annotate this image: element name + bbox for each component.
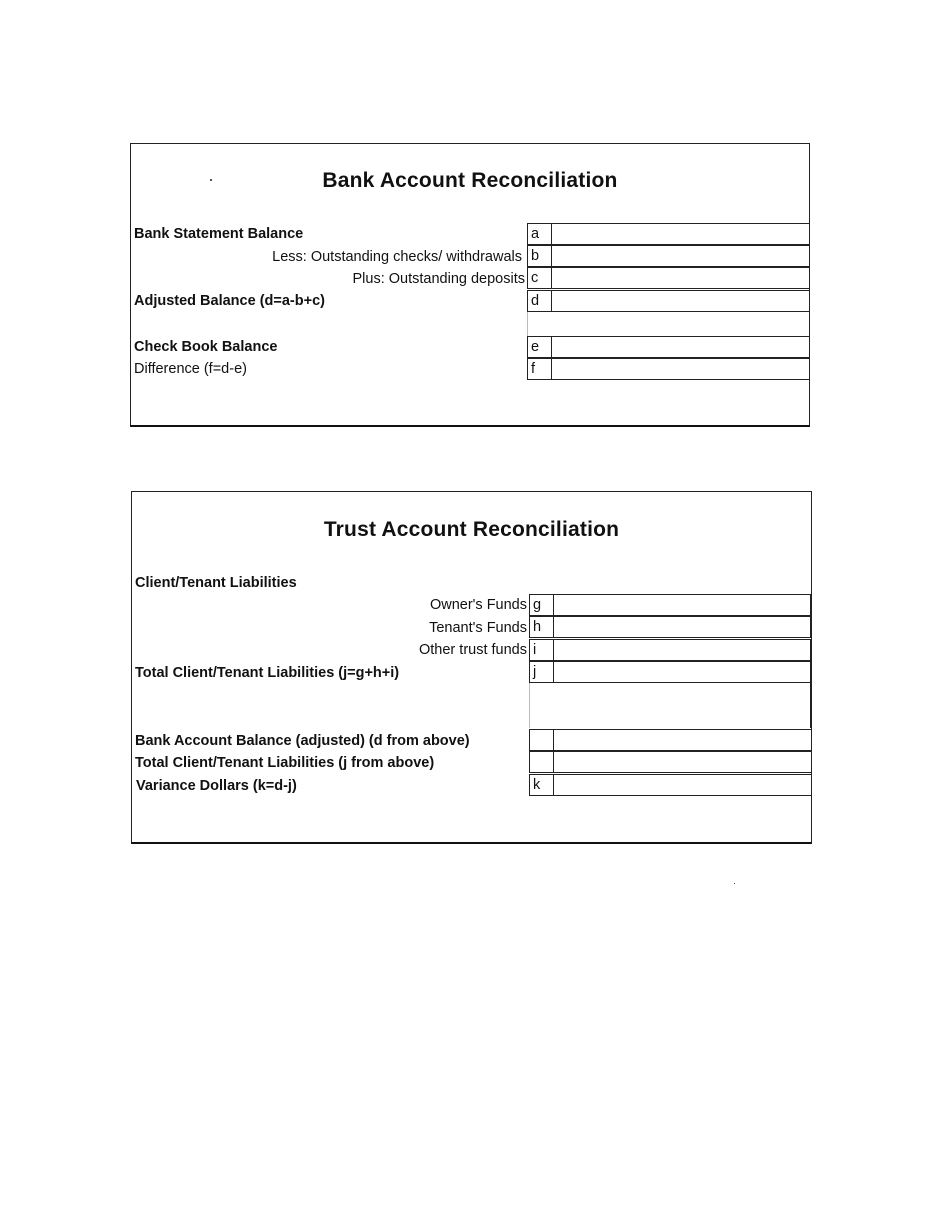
row-letter: h bbox=[530, 617, 554, 637]
outstanding-checks-label: Less: Outstanding checks/ withdrawals bbox=[272, 249, 522, 265]
row-letter: j bbox=[530, 662, 554, 682]
owners-funds-field[interactable] bbox=[529, 594, 811, 616]
trust-reconciliation-panel bbox=[131, 491, 812, 844]
variance-dollars-field[interactable] bbox=[529, 774, 812, 796]
bank-account-balance-field[interactable] bbox=[529, 729, 812, 751]
row-letter: g bbox=[530, 595, 554, 615]
bank-reconciliation-panel bbox=[130, 143, 810, 427]
other-trust-funds-field[interactable] bbox=[529, 639, 811, 661]
bank-statement-balance-label: Bank Statement Balance bbox=[134, 226, 304, 242]
other-trust-funds-label: Other trust funds bbox=[419, 642, 527, 658]
check-book-balance-field[interactable] bbox=[527, 336, 810, 358]
bank-spacer bbox=[527, 312, 810, 336]
scan-speck bbox=[734, 883, 735, 884]
outstanding-checks-field[interactable] bbox=[527, 245, 810, 267]
adjusted-balance-label: Adjusted Balance (d=a-b+c) bbox=[134, 293, 325, 309]
outstanding-deposits-label: Plus: Outstanding deposits bbox=[352, 271, 525, 287]
trust-title: Trust Account Reconciliation bbox=[323, 518, 620, 541]
row-letter: a bbox=[528, 224, 552, 244]
total-liabilities-from-above-label: Total Client/Tenant Liabilities (j from above) bbox=[135, 755, 435, 771]
row-letter: e bbox=[528, 337, 552, 357]
row-letter: d bbox=[528, 291, 552, 311]
owners-funds-label: Owner's Funds bbox=[429, 597, 527, 613]
row-letter: k bbox=[530, 775, 554, 795]
bank-account-balance-label: Bank Account Balance (adjusted) (d from above) bbox=[135, 733, 470, 749]
total-liabilities-field[interactable] bbox=[529, 661, 811, 683]
variance-dollars-label: Variance Dollars (k=d-j) bbox=[136, 778, 297, 794]
row-letter: c bbox=[528, 268, 552, 288]
bank-title: Bank Account Reconciliation bbox=[322, 169, 618, 192]
difference-label: Difference (f=d-e) bbox=[134, 361, 247, 377]
tenants-funds-label: Tenant's Funds bbox=[429, 620, 527, 636]
total-liabilities-label: Total Client/Tenant Liabilities (j=g+h+i) bbox=[135, 665, 400, 681]
row-letter: b bbox=[528, 246, 552, 266]
bank-statement-balance-field[interactable] bbox=[527, 223, 810, 245]
row-letter: i bbox=[530, 640, 554, 660]
row-letter: f bbox=[528, 359, 552, 379]
scan-speck bbox=[210, 179, 212, 181]
tenants-funds-field[interactable] bbox=[529, 616, 811, 638]
difference-field[interactable] bbox=[527, 358, 810, 380]
total-liabilities-from-above-field[interactable] bbox=[529, 751, 812, 773]
adjusted-balance-field[interactable] bbox=[527, 290, 810, 312]
check-book-balance-label: Check Book Balance bbox=[134, 339, 278, 355]
trust-spacer bbox=[529, 683, 811, 728]
row-letter bbox=[530, 752, 554, 772]
row-letter bbox=[530, 730, 554, 750]
client-tenant-liabilities-label: Client/Tenant Liabilities bbox=[135, 575, 297, 591]
outstanding-deposits-field[interactable] bbox=[527, 267, 810, 289]
